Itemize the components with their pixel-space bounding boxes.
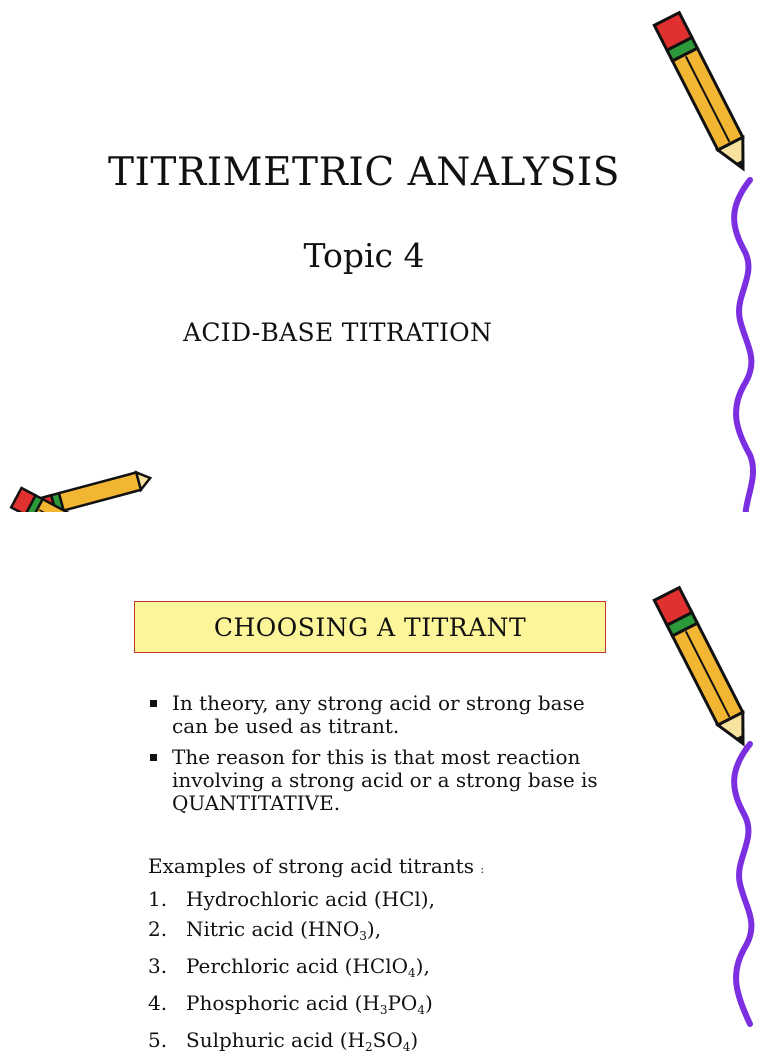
squiggle-line: [720, 180, 768, 530]
example-text: PO: [387, 991, 418, 1015]
example-text: Perchloric acid (HClO: [186, 954, 409, 978]
bullet-list: [150, 692, 620, 823]
slide-1: [0, 0, 768, 512]
bullet-square-icon: [150, 754, 157, 761]
example-item: [148, 951, 435, 988]
slide-2: [0, 512, 768, 1054]
bullet-square-icon: [150, 700, 157, 707]
example-text: ),: [415, 954, 430, 978]
subscript: 4: [408, 966, 416, 980]
example-text: Hydrochloric acid (HCl),: [186, 887, 435, 911]
example-item: [148, 914, 435, 951]
example-item: [148, 988, 435, 1025]
examples-heading: Examples of strong acid titrants :: [148, 854, 485, 878]
example-number: 2.: [148, 917, 168, 941]
squiggle-line: [720, 744, 768, 1024]
subscript: 4: [402, 1040, 411, 1054]
subscript: 3: [379, 1003, 388, 1017]
main-title: TITRIMETRIC ANALYSIS: [107, 150, 621, 195]
example-number: 3.: [148, 954, 168, 978]
pencil-icon: [640, 577, 768, 757]
example-number: 1.: [148, 887, 168, 911]
bullet-item: The reason for this is that most reaction involving a strong acid or a strong base is QUANTITATIVE.: [150, 746, 620, 815]
example-text: ),: [366, 917, 382, 941]
example-text: ): [410, 1028, 419, 1052]
example-text: ): [424, 991, 433, 1015]
example-number: 4.: [148, 991, 168, 1015]
example-item: [148, 884, 435, 914]
example-text: Phosphoric acid (H: [186, 991, 380, 1015]
subscript: 4: [417, 1003, 425, 1017]
example-number: 5.: [148, 1028, 168, 1052]
example-text: SO: [372, 1028, 403, 1052]
subscript: 3: [359, 929, 367, 943]
slide-title-box: CHOOSING A TITRANT: [134, 601, 606, 653]
example-item: [148, 1025, 435, 1062]
bullet-item: In theory, any strong acid or strong base can be used as titrant.: [150, 692, 620, 738]
examples-list: [148, 884, 435, 1062]
example-text: Nitric acid (HNO: [186, 917, 360, 941]
subscript: 2: [364, 1040, 373, 1054]
topic-label: Topic 4: [303, 236, 425, 275]
example-text: Sulphuric acid (H: [186, 1028, 365, 1052]
subtitle: ACID-BASE TITRATION: [183, 318, 493, 347]
